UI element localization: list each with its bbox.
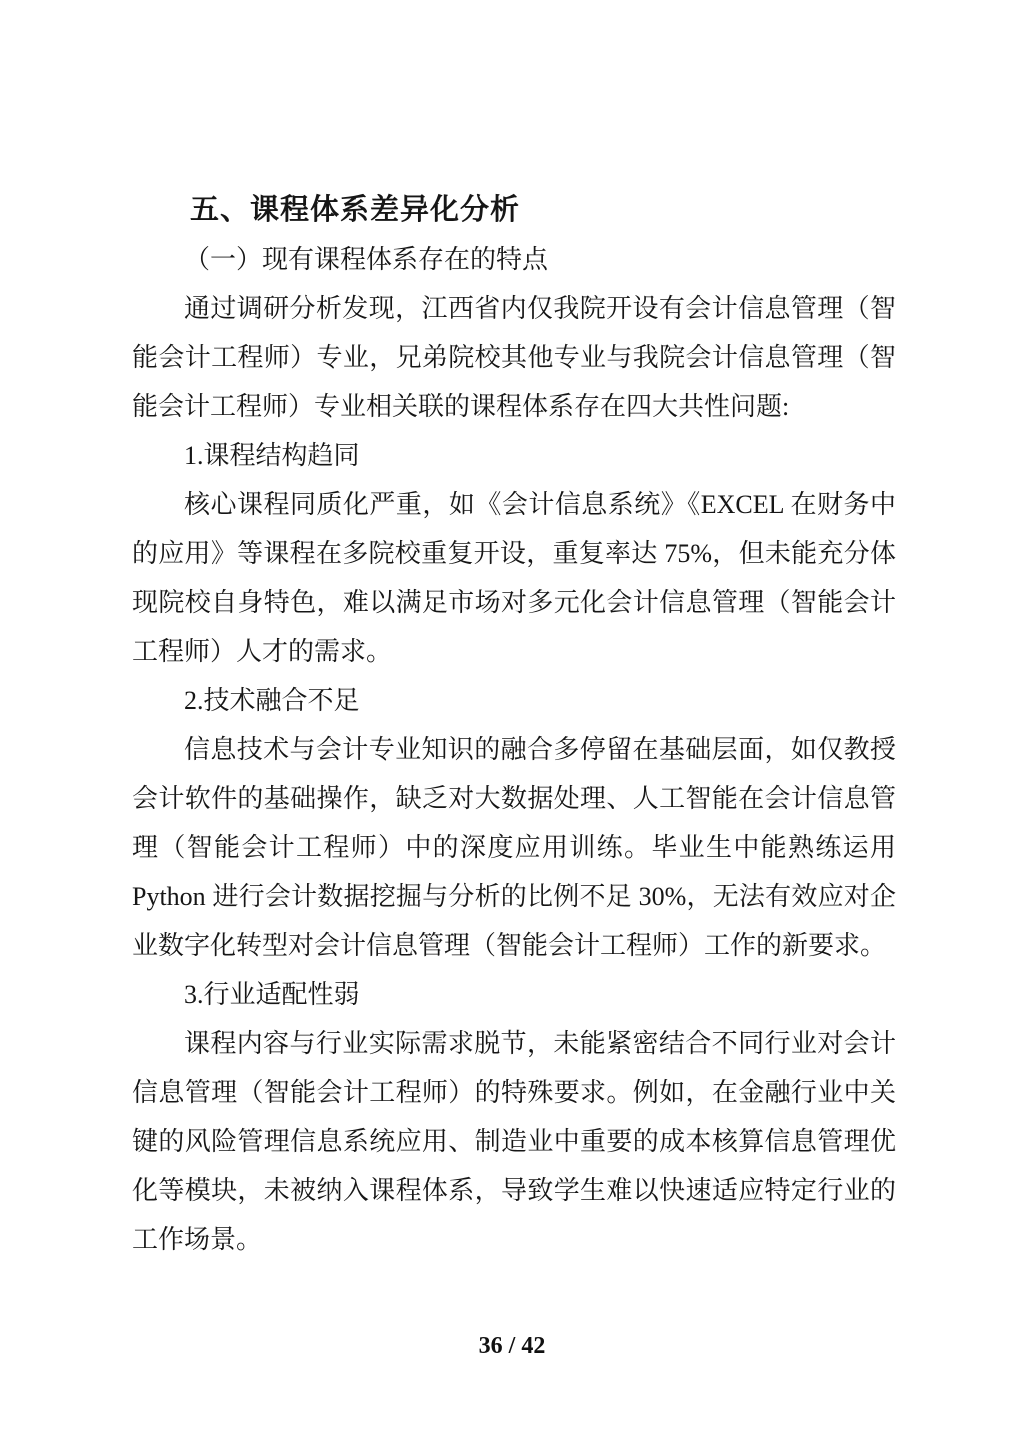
intro-paragraph: 通过调研分析发现，江西省内仅我院开设有会计信息管理（智能会计工程师）专业，兄弟院校其他专业与我院会计信息管理（智能会计工程师）专业相关联的课程体系存在四大共性问题: [132,294,896,421]
issue-3-body: 课程内容与行业实际需求脱节，未能紧密结合不同行业对会计信息管理（智能会计工程师）的特殊要求。例如，在金融行业中关键的风险管理信息系统应用、制造业中重要的成本核算信息管理优化等模块，未被纳入课程体系，导致学生难以快速适应特定行业的工作场景。 [132,1029,896,1254]
issue-3-title: 3.行业适配性弱 [184,980,360,1009]
issue-2-body: 信息技术与会计专业知识的融合多停留在基础层面，如仅教授会计软件的基础操作，缺乏对大数据处理、人工智能在会计信息管理（智能会计工程师）中的深度应用训练。毕业生中能熟练运用 Python 进行会计数据挖掘与分析的比例不足 30%，无法有效应对企业数字化转型对会计信息管理（智能会计工程师）工作的新要求。 [132,735,896,960]
document-content [132,186,896,1264]
section-heading: 五、课程体系差异化分析 [190,194,521,226]
issue-2-title: 2.技术融合不足 [184,686,360,715]
issue-1-title: 1.课程结构趋同 [184,441,360,470]
subsection-heading: （一）现有课程体系存在的特点 [184,245,549,274]
issue-1-body: 核心课程同质化严重，如《会计信息系统》《EXCEL 在财务中的应用》等课程在多院校重复开设，重复率达 75%，但未能充分体现院校自身特色，难以满足市场对多元化会计信息管理（智能会计工程师）人才的需求。 [132,490,896,666]
page-number: 36 / 42 [478,1333,546,1359]
